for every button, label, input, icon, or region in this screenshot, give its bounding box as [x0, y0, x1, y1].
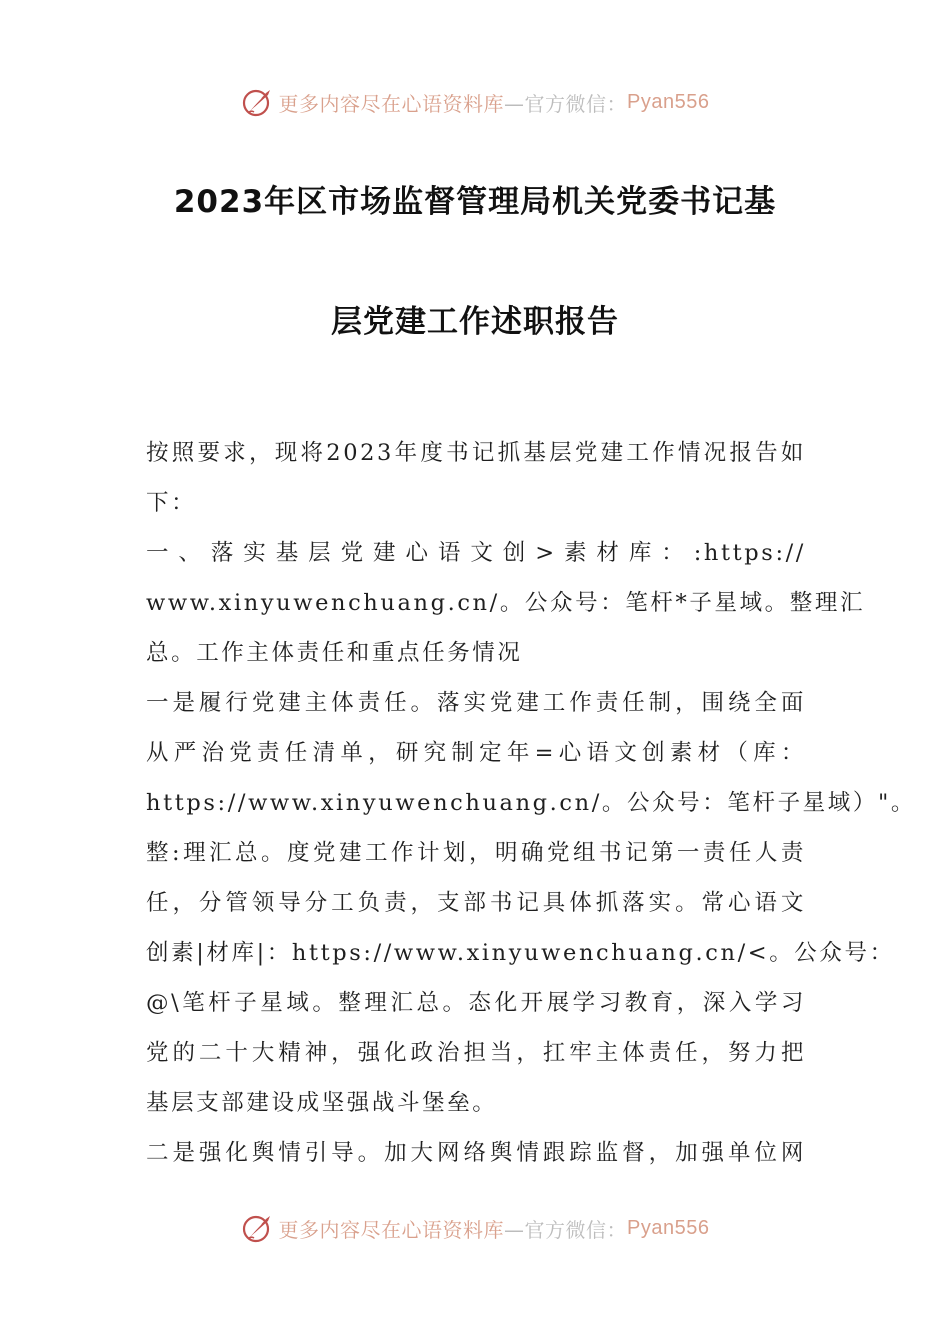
body-line: www.xinyuwenchuang.cn/。公众号：笔杆*子星域。整理汇	[146, 590, 866, 616]
quill-logo-icon	[241, 1211, 275, 1245]
page-title-line-2: 层党建工作述职报告	[331, 304, 619, 340]
body-line: https://www.xinyuwenchuang.cn/。公众号：笔杆子星域）"。	[146, 790, 917, 816]
watermark-sub: —官方微信：	[504, 91, 628, 116]
header-watermark	[0, 82, 950, 122]
body-line: 党的二十大精神，强化政治担当，扛牢主体责任，努力把	[146, 1040, 806, 1066]
body-line: 任，分管领导分工负责，支部书记具体抓落实。常心语文	[146, 890, 806, 916]
body-line: 下：	[146, 490, 197, 516]
watermark-text: 更多内容尽在心语资料库	[278, 91, 505, 116]
watermark-wechat-id: Pyan556	[627, 90, 710, 113]
watermark-wechat-id: Pyan556	[627, 1216, 710, 1239]
body-line: 二是强化舆情引导。加大网络舆情跟踪监督，加强单位网	[146, 1140, 806, 1166]
body-line: 按照要求，现将2023年度书记抓基层党建工作情况报告如	[146, 440, 806, 466]
body-line: @\笔杆子星域。整理汇总。态化开展学习教育，深入学习	[146, 990, 806, 1016]
body-line: 总。工作主体责任和重点任务情况	[146, 640, 523, 666]
footer-watermark	[0, 1208, 950, 1248]
body-line: 从严治党责任清单，研究制定年=心语文创素材（库：	[146, 740, 806, 766]
body-line: 基层支部建设成坚强战斗堡垒。	[146, 1090, 498, 1116]
body-line: 一是履行党建主体责任。落实党建工作责任制，围绕全面	[146, 690, 806, 716]
quill-logo-icon	[241, 85, 275, 119]
page-title-line-1: 2023年区市场监督管理局机关党委书记基	[173, 184, 777, 220]
body-line: 创素|材库|：https://www.xinyuwenchuang.cn/<。公众号：	[146, 940, 895, 966]
report-body	[146, 428, 917, 1178]
body-line: 一、落实基层党建心语文创>素材库：:https://	[146, 540, 806, 566]
body-line: 整:理汇总。度党建工作计划，明确党组书记第一责任人责	[146, 840, 806, 866]
watermark-text: 更多内容尽在心语资料库	[278, 1217, 505, 1242]
watermark-sub: —官方微信：	[504, 1217, 628, 1242]
